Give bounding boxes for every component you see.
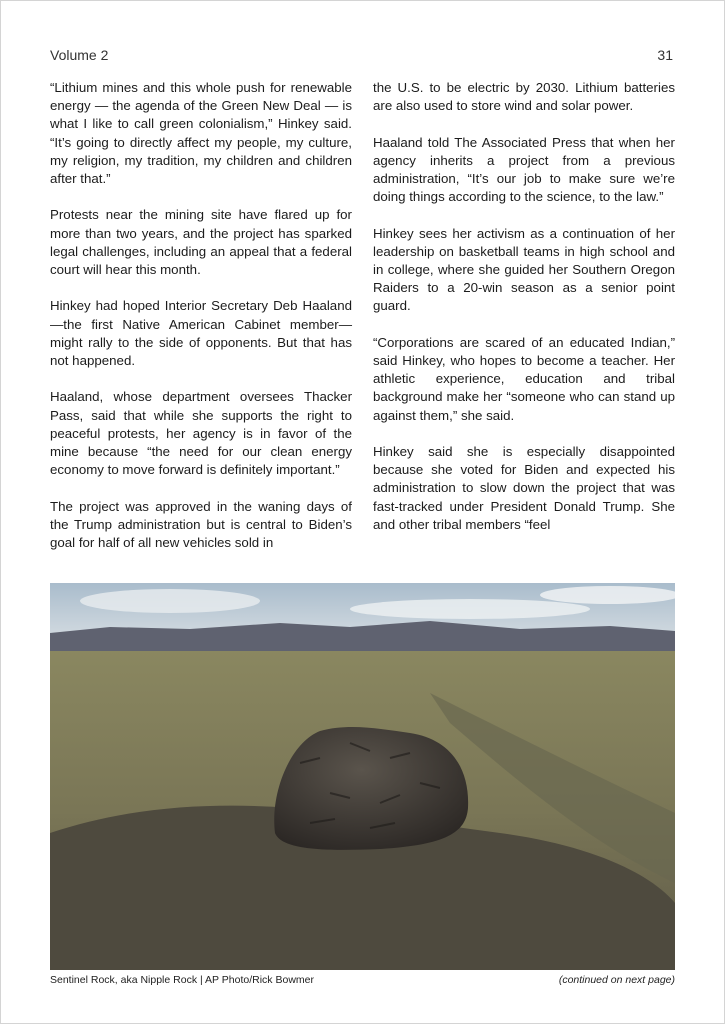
landscape-photo [50, 583, 675, 970]
paragraph: the U.S. to be electric by 2030. Lithium batteries are also used to store wind and solar power. [373, 80, 675, 114]
cloud [350, 599, 590, 619]
paragraph: “Corporations are scared of an educated Indian,” said Hinkey, who hopes to become a teacher. Her athletic experience, education and tribal background make her “someone who can stand up against them,” she said. [373, 334, 675, 423]
cloud [540, 586, 675, 604]
paragraph: “Lithium mines and this whole push for renewable energy — the agenda of the Green New Deal — is what I like to call green colonialism,” Hinkey said. “It’s going to directly affect my people, my culture, my religion, my tradition, my children and children after that.” [50, 80, 352, 187]
paragraph: The project was approved in the waning days of the Trump administration but is central to Biden’s goal for half of all new vehicles sold in [50, 498, 352, 551]
continued-note: (continued on next page) [558, 974, 675, 986]
right-text-column [373, 79, 675, 552]
paragraph: Haaland, whose department oversees Thacker Pass, said that while she supports the right to peaceful protests, her agency is in favor of the mine because “the need for our clean energy economy to move forward is definitely important.” [50, 389, 352, 478]
cloud [80, 589, 260, 613]
sentinel-rock-image [50, 583, 675, 970]
paragraph: Haaland told The Associated Press that when her agency inherits a project from a previous administration, “It’s our job to make sure we’re doing things according to the science, to the law.” [373, 134, 675, 205]
left-text-column [50, 79, 352, 570]
paragraph: Hinkey had hoped Interior Secretary Deb Haaland—the first Native American Cabinet member—might rally to the side of opponents. But that has not happened. [50, 298, 352, 369]
paragraph: Hinkey sees her activism as a continuation of her leadership on basketball teams in high school and in college, where she guided her Southern Oregon Raiders to a 20-win season as a senior point guard. [373, 225, 675, 314]
paragraph: Protests near the mining site have flared up for more than two years, and the project has sparked legal challenges, including an appeal that a federal court will hear this month. [50, 207, 352, 278]
photo-caption: Sentinel Rock, aka Nipple Rock | AP Photo/Rick Bowmer [50, 974, 314, 986]
page-number: 31 [657, 47, 673, 63]
volume-label: Volume 2 [50, 47, 109, 63]
paragraph: Hinkey said she is especially disappointed because she voted for Biden and expected his administration to slow down the project that was fast-tracked under President Donald Trump. She and other tribal members “feel [373, 444, 675, 532]
